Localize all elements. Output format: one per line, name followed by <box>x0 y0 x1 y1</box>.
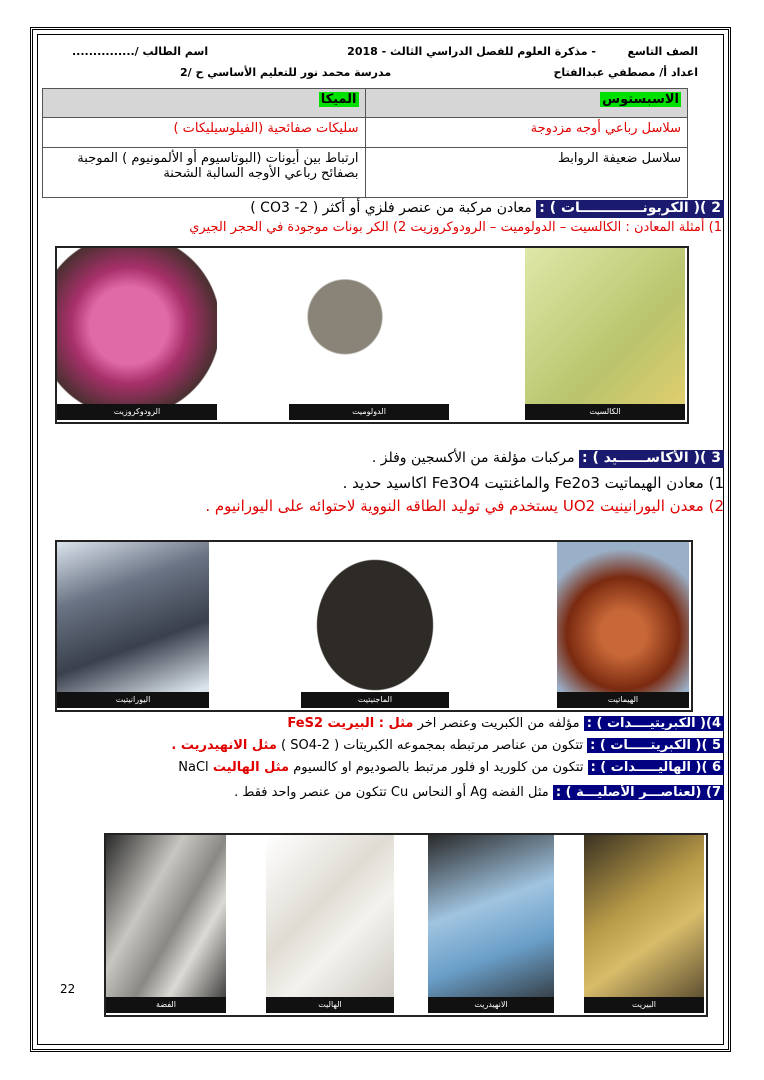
native-elements-line <box>234 785 724 800</box>
uraninite-photo: اليورانيتيت <box>57 542 209 708</box>
sulfides-def: مؤلفه من الكبريت وعنصر اخر <box>417 716 580 731</box>
table-cell: ارتباط بين أيونات (البوتاسيوم أو الألمونيوم ) الموجبة بصفائح رباعي الأوجه السالبة الشحنة <box>43 148 366 198</box>
carbonates-tag: 2 )( الكربونـــــــــــــات ) : <box>536 200 724 218</box>
oxides-line-2: 2) معدن اليورانينيت UO2 يستخدم في توليد الطاقه النووية لاحتوائه على اليورانيوم . <box>205 497 724 515</box>
author-line <box>554 66 699 79</box>
native-elements-tag: 7) (لعناصـــر الأصليـــة ) : <box>553 785 724 800</box>
carbonates-examples: 1) أمثلة المعادن : الكالسيت – الدولوميت – الرودوكروزيت 2) الكر بونات موجودة في الحجر الجيري <box>189 220 722 235</box>
author-prefix: اعداد <box>670 66 698 79</box>
table-cell: سلاسل رباعي أوجه مزدوجة <box>365 118 688 148</box>
dolomite-photo: الدولوميت <box>289 248 449 420</box>
grade-label: الصف التاسع <box>627 45 698 58</box>
oxides-line-1: 1) معادن الهيماتيت Fe2o3 والماغنتيت Fe3O4 اكاسيد حديد . <box>342 474 724 492</box>
page-number: 22 <box>60 982 76 996</box>
memo-title: - مذكرة العلوم للفصل الدراسي الثالث - 2018 <box>347 45 596 58</box>
sulfates-line <box>171 738 724 753</box>
sulfides-tag: 4)( الكبريتيــــدات ) : <box>584 716 724 731</box>
halite-photo: الهاليت <box>266 835 394 1013</box>
sulfides-line <box>287 716 724 731</box>
oxides-tag: 3 )( الأكاســــــيد ) : <box>579 450 724 468</box>
halides-def: تتكون من كلوريد او فلور مرتبط بالصوديوم او كالسيوم <box>293 760 584 775</box>
oxides-heading <box>372 450 724 466</box>
sulfates-example: مثل الانهيدريت . <box>171 738 277 753</box>
school-name: مدرسة محمد نور للتعليم الأساسي ح /2 <box>180 66 392 79</box>
sulfides-example: مثل : البيريت FeS2 <box>287 716 414 731</box>
halides-example: مثل الهاليت <box>212 760 290 775</box>
table-cell: سلاسل ضعيفة الروابط <box>365 148 688 198</box>
table-cell: سليكات صفائحية (الفيلوسيليكات ) <box>43 118 366 148</box>
calcite-photo: الكالسيت <box>525 248 685 420</box>
minerals-photo-strip <box>104 833 708 1017</box>
sulfates-def: تتكون من عناصر مرتبطه بمجموعه الكبريتات ( SO4-2 ) <box>281 738 584 753</box>
hematite-photo: الهيماتيت <box>557 542 689 708</box>
silver-photo: الفضة <box>106 835 226 1013</box>
student-name-field: اسم الطالب /............... <box>72 45 209 58</box>
carbonates-formula: ( CO3 -2 ) <box>250 200 319 216</box>
carbonates-heading <box>250 200 724 216</box>
minerals-comparison-table <box>42 88 688 198</box>
native-elements-def: مثل الفضه Ag أو النحاس Cu تتكون من عنصر واحد فقط . <box>234 785 549 800</box>
rhodochrosite-photo: الرودوكروزيت <box>57 248 217 420</box>
oxides-photo-strip <box>55 540 693 712</box>
oxides-def: مركبات مؤلفة من الأكسجين وفلز . <box>371 450 575 466</box>
sulfates-tag: 5 )( الكبريتـــــات ) : <box>587 738 724 753</box>
table-head-mica: الميكا <box>43 89 366 118</box>
halides-line <box>178 760 724 775</box>
carbonates-def: معادن مركبة من عنصر فلزي أو أكثر <box>322 200 532 216</box>
pyrite-photo: البيريت <box>584 835 704 1013</box>
author-name: أ/ مصطفي عبدالفتاح <box>553 66 668 79</box>
magnetite-photo: الماجنيتيت <box>301 542 449 708</box>
halides-tag: 6 )( الهاليـــــدات ) : <box>588 760 724 775</box>
anhydrite-photo: الانهيدريت <box>428 835 554 1013</box>
table-head-asbestos: الاسبستوس <box>365 89 688 118</box>
carbonates-photo-strip <box>55 246 689 424</box>
halides-formula: NaCl <box>178 760 209 775</box>
